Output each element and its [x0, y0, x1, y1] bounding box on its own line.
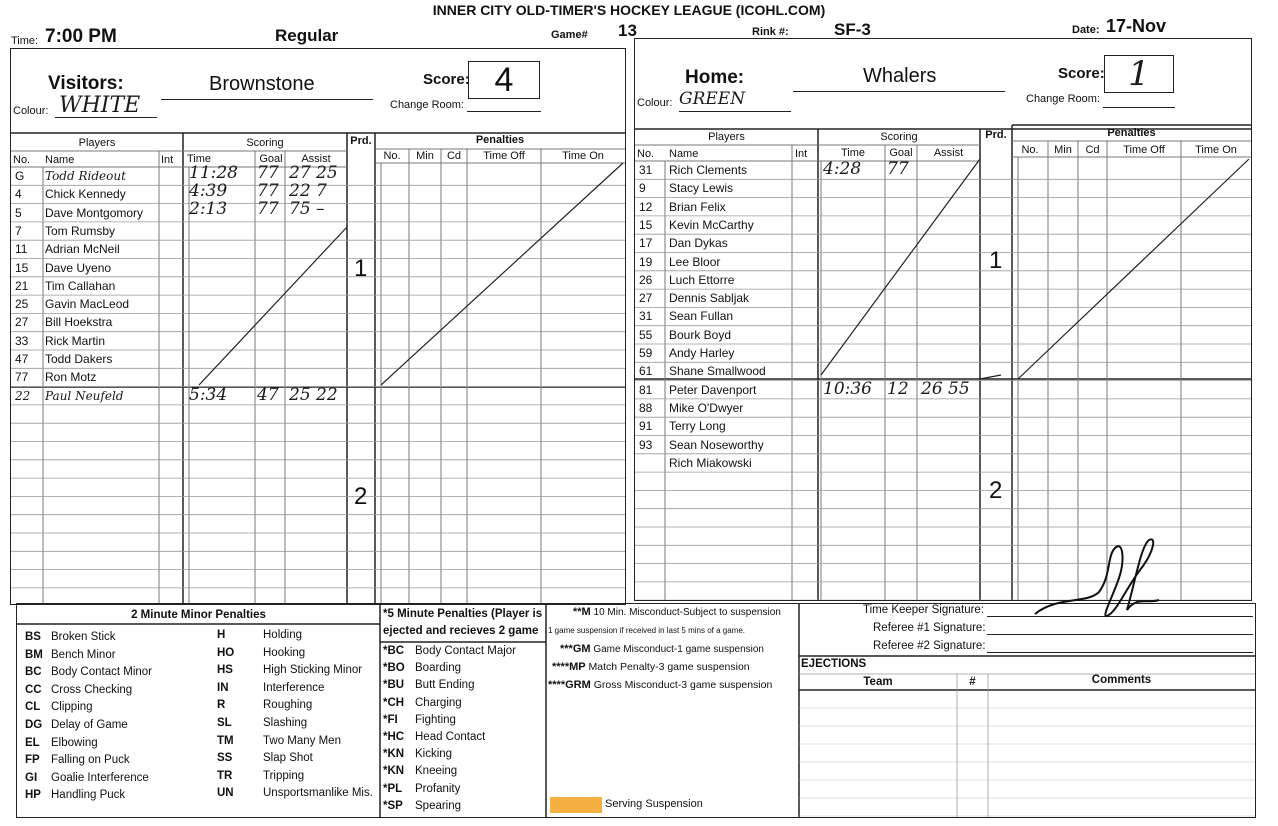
rink-value: SF-3 — [834, 20, 871, 39]
penalty-label: Two Many Men — [263, 734, 341, 747]
penalty-code-row — [383, 660, 461, 677]
penalty-label: Butt Ending — [415, 679, 475, 692]
penalty-label: Bench Minor — [51, 648, 116, 661]
col-int: Int — [795, 148, 808, 160]
visitors-sheet — [10, 48, 626, 605]
penalty-code: *CH — [383, 696, 405, 709]
player-name: Gavin MacLeod — [45, 297, 130, 312]
penalty-code-row — [25, 664, 152, 681]
serving-label: Serving Suspension — [605, 798, 703, 810]
player-name: Lee Bloor — [669, 254, 721, 269]
player-name: Todd Rideout — [45, 169, 126, 183]
player-name: Rich Clements — [669, 163, 748, 177]
penalty-label: Falling on Puck — [51, 754, 130, 767]
penalty-code-row — [383, 763, 457, 780]
penalty-label: Spearing — [415, 799, 462, 812]
home-team: Whalers — [863, 65, 937, 87]
penalty-code-row — [217, 733, 341, 750]
penalty-code: UN — [217, 787, 234, 800]
time-label: Time: — [11, 35, 39, 47]
player-number: 31 — [639, 163, 653, 177]
player-number: 59 — [639, 346, 653, 360]
visitors-label: Visitors: — [48, 73, 124, 94]
penalty-code-row — [383, 695, 462, 712]
penalty-code-row — [383, 798, 461, 815]
penalty-label: Boarding — [415, 662, 462, 675]
gm-code: ***GM — [560, 643, 591, 655]
time-value: 7:00 PM — [45, 26, 117, 47]
serving-swatch — [550, 797, 602, 813]
penalty-label: Hooking — [263, 646, 306, 659]
player-name: Rick Martin — [45, 333, 106, 348]
date-value: 17-Nov — [1106, 16, 1167, 36]
penalty-code-row — [217, 680, 324, 697]
penalty-code: *BU — [383, 679, 405, 692]
scoring-goal[interactable]: 77 — [257, 181, 279, 201]
colour-label: Colour: — [637, 97, 673, 109]
penalty-code-row — [25, 717, 128, 734]
player-number: 81 — [639, 382, 653, 397]
player-name: Dave Montgomory — [45, 205, 144, 220]
col-name: Name — [45, 154, 75, 166]
ref1-line[interactable] — [987, 634, 1253, 635]
home-score-label: Score: — [1058, 65, 1105, 82]
player-number: 88 — [639, 400, 653, 415]
player-number: 17 — [639, 236, 653, 251]
penalty-code: IN — [217, 681, 229, 694]
referee-signature — [1027, 526, 1177, 626]
player-name: Todd Dakers — [45, 352, 113, 366]
player-number: 4 — [15, 187, 22, 202]
major-title-1: *5 Minute Penalties (Player is — [383, 608, 543, 620]
penalty-code-row — [25, 647, 116, 664]
prd-header: Prd. — [985, 129, 1007, 141]
penalty-label: Delay of Game — [51, 719, 128, 731]
col-min: Min — [1054, 144, 1072, 156]
player-name: Shane Smallwood — [669, 364, 766, 379]
player-number: 25 — [15, 297, 29, 312]
penalty-label: Charging — [415, 696, 462, 709]
col-time-off: Time Off — [483, 150, 525, 162]
scoring-assist[interactable]: 75 – — [289, 199, 325, 219]
misconduct-grm — [548, 679, 772, 691]
scoring-time[interactable]: 5:34 — [189, 385, 228, 405]
penalty-label: High Sticking Minor — [263, 664, 363, 677]
penalty-code: *HC — [383, 731, 405, 743]
penalty-code-row — [383, 712, 456, 729]
col-assist: Assist — [301, 153, 331, 165]
player-number: 15 — [15, 260, 29, 275]
penalty-code: TR — [217, 769, 233, 782]
player-number: 21 — [15, 278, 29, 293]
col-int: Int — [161, 154, 174, 166]
player-name: Dennis Sabljak — [669, 291, 750, 306]
col-time-off: Time Off — [1123, 144, 1165, 156]
penalty-label: Handling Puck — [51, 789, 126, 802]
mp-text: Match Penalty-3 game suspension — [588, 661, 750, 673]
player-name: Terry Long — [669, 419, 726, 434]
players-header: Players — [78, 137, 116, 149]
penalty-code: HS — [217, 664, 233, 677]
player-number: 26 — [639, 272, 653, 287]
game-value: 13 — [618, 21, 637, 40]
minor-title: 2 Minute Minor Penalties — [131, 609, 266, 621]
player-name: Dave Uyeno — [45, 260, 112, 275]
player-number: 61 — [639, 364, 653, 379]
mp-code: ****MP — [552, 661, 586, 673]
change-room-label: Change Room: — [1026, 93, 1100, 105]
scoring-time[interactable]: 2:13 — [189, 199, 228, 219]
visitors-score[interactable]: 4 — [468, 61, 540, 99]
col-no: No. — [13, 154, 31, 166]
penalty-code: EL — [25, 736, 40, 749]
player-name: Ron Motz — [45, 370, 97, 385]
penalty-code: SS — [217, 752, 233, 765]
colour-label: Colour: — [13, 105, 49, 117]
ref1-label: Referee #1 Signature: — [873, 622, 986, 634]
player-name: Andy Harley — [669, 346, 735, 360]
penalty-code-row — [217, 697, 312, 714]
penalty-code-row — [383, 643, 516, 660]
player-number: 55 — [639, 327, 653, 342]
penalty-code: *BO — [383, 662, 405, 675]
scoring-time[interactable]: 4:28 — [823, 159, 862, 179]
player-name: Stacy Lewis — [669, 181, 734, 196]
legend-grid — [17, 604, 1255, 817]
penalty-label: Slap Shot — [263, 752, 313, 765]
home-sheet — [634, 38, 1252, 601]
penalty-label: Profanity — [415, 782, 461, 795]
penalty-label: Holding — [263, 629, 302, 641]
player-number: 47 — [15, 352, 29, 366]
scoring-goal[interactable]: 12 — [887, 379, 909, 399]
player-number: 7 — [15, 223, 22, 238]
penalty-code: BS — [25, 631, 41, 643]
misconduct-mp — [552, 661, 750, 673]
home-score[interactable]: 1 — [1104, 55, 1174, 93]
penalty-code: CC — [25, 683, 42, 696]
ejections-title: EJECTIONS — [801, 658, 867, 670]
home-label: Home: — [685, 67, 745, 88]
penalty-code-row — [383, 729, 485, 746]
scoring-goal[interactable]: 47 — [257, 385, 279, 405]
penalties-header: Penalties — [1107, 127, 1156, 139]
period-2: 2 — [989, 477, 1003, 504]
col-cd: Cd — [446, 150, 462, 162]
major-title-2: ejected and recieves 2 game — [383, 625, 539, 637]
player-name: Tom Rumsby — [45, 223, 116, 238]
col-time: Time — [187, 153, 212, 165]
game-label: Game# — [551, 29, 588, 41]
player-name: Adrian McNeil — [45, 242, 120, 257]
period-1: 1 — [989, 247, 1003, 274]
penalty-label: Cross Checking — [51, 683, 133, 696]
penalty-label: Interference — [263, 681, 325, 694]
timekeeper-label: Time Keeper Signature: — [863, 604, 985, 616]
player-number: 31 — [639, 309, 653, 324]
player-name: Bill Hoekstra — [45, 315, 113, 330]
penalty-code: HP — [25, 789, 41, 802]
ref2-line[interactable] — [987, 652, 1253, 653]
penalty-code-row — [217, 627, 302, 644]
visitors-colour[interactable]: WHITE — [59, 93, 141, 118]
col-assist: Assist — [933, 147, 964, 159]
player-number: 9 — [639, 181, 646, 196]
penalty-code-row — [383, 677, 474, 694]
player-number: 27 — [15, 315, 29, 330]
col-min: Min — [416, 150, 434, 162]
player-name: Paul Neufeld — [45, 388, 124, 403]
misconduct-m — [573, 606, 781, 618]
penalty-code-row — [25, 699, 93, 716]
penalty-code: *BC — [383, 645, 405, 657]
penalty-code: HO — [217, 646, 235, 659]
col-pen-no: No. — [383, 150, 401, 162]
col-goal: Goal — [889, 147, 913, 159]
penalty-code: R — [217, 699, 226, 712]
penalty-code: *PL — [383, 782, 403, 795]
m-text: 10 Min. Misconduct-Subject to suspension — [593, 607, 781, 618]
penalty-label: Kneeing — [415, 765, 458, 778]
m-code: **M — [573, 606, 591, 618]
scoring-time[interactable]: 4:39 — [189, 181, 228, 201]
visitors-team: Brownstone — [209, 73, 315, 95]
home-colour[interactable]: GREEN — [679, 89, 746, 109]
period-1: 1 — [354, 255, 368, 282]
scoring-goal[interactable]: 77 — [257, 163, 279, 183]
penalty-code-row — [217, 715, 307, 732]
penalty-code-row — [25, 682, 132, 699]
player-number: 22 — [15, 388, 31, 403]
penalty-code-row — [217, 785, 373, 802]
player-name: Mike O'Dwyer — [669, 400, 744, 415]
player-number: 91 — [639, 419, 653, 434]
player-number: 11 — [15, 242, 28, 257]
col-name: Name — [669, 148, 699, 160]
penalty-code: *KN — [383, 748, 405, 761]
player-number: 33 — [15, 333, 29, 348]
player-number: 12 — [639, 199, 653, 214]
penalty-code-row — [25, 735, 98, 752]
ejections-col-comments: Comments — [1091, 674, 1152, 686]
penalty-code-row — [25, 629, 116, 646]
penalty-code-row — [383, 746, 452, 763]
penalty-label: Unsportsmanlike Mis. — [263, 787, 373, 800]
scoring-header: Scoring — [246, 137, 284, 149]
penalty-code: *FI — [383, 713, 398, 726]
penalty-label: Slashing — [263, 717, 308, 729]
ref2-label: Referee #2 Signature: — [873, 640, 986, 652]
change-room-label: Change Room: — [390, 99, 464, 111]
penalty-label: Goalie Interference — [51, 771, 149, 784]
scoring-goal[interactable]: 77 — [257, 199, 279, 219]
col-time: Time — [840, 147, 866, 159]
visitors-score-label: Score: — [423, 71, 470, 88]
player-number: 19 — [639, 254, 653, 269]
penalty-code: DG — [25, 719, 43, 731]
penalty-label: Tripping — [263, 769, 305, 782]
penalty-code-row — [217, 662, 362, 679]
col-pen-no: No. — [1021, 144, 1039, 156]
penalty-code: FP — [25, 754, 40, 767]
player-number: 77 — [15, 370, 29, 385]
player-number: 5 — [15, 205, 22, 220]
scoring-time[interactable]: 11:28 — [189, 163, 238, 183]
player-name: Tim Callahan — [45, 278, 116, 293]
penalty-label: Elbowing — [51, 736, 98, 749]
player-name: Chick Kennedy — [45, 187, 126, 202]
grm-code: ****GRM — [548, 679, 591, 691]
penalty-code: SL — [217, 717, 232, 729]
date-label: Date: — [1072, 24, 1100, 36]
grm-text: Gross Misconduct-3 game suspension — [593, 679, 773, 691]
scoring-assist[interactable]: 22 7 — [289, 181, 327, 201]
penalty-code: *KN — [383, 765, 405, 778]
penalty-label: Body Contact Minor — [51, 666, 152, 679]
penalty-code-row — [217, 768, 304, 785]
penalty-label: Roughing — [263, 699, 313, 712]
penalty-code-row — [25, 752, 130, 769]
league-title: INNER CITY OLD-TIMER'S HOCKEY LEAGUE (ICOHL.COM) — [432, 2, 826, 18]
players-header: Players — [708, 131, 745, 143]
rink-label: Rink #: — [752, 26, 789, 38]
scoring-time[interactable]: 10:36 — [823, 379, 872, 399]
player-name: Bourk Boyd — [669, 327, 732, 342]
player-name: Kevin McCarthy — [669, 217, 754, 232]
player-name: Rich Miakowski — [669, 455, 752, 470]
penalty-code: *SP — [383, 799, 403, 812]
ejections-col-no: # — [969, 676, 976, 688]
penalty-code: CL — [25, 701, 41, 714]
player-number: 93 — [639, 437, 653, 452]
penalties-header: Penalties — [475, 134, 525, 146]
player-name: Peter Davenport — [669, 382, 757, 397]
penalty-code: H — [217, 629, 226, 641]
penalty-code: BC — [25, 666, 42, 679]
col-no: No. — [637, 148, 655, 160]
player-name: Sean Noseworthy — [669, 437, 764, 452]
penalty-code: BM — [25, 648, 43, 661]
penalty-code: GI — [25, 771, 38, 784]
player-name: Luch Ettorre — [669, 272, 735, 287]
col-goal: Goal — [259, 153, 283, 165]
penalty-label: Fighting — [415, 713, 456, 726]
scoring-header: Scoring — [880, 131, 918, 143]
ejections-col-team: Team — [863, 676, 893, 688]
player-name: Sean Fullan — [669, 309, 734, 324]
penalty-code-row — [25, 787, 125, 804]
penalty-code: TM — [217, 734, 234, 747]
prd-header: Prd. — [350, 135, 372, 147]
penalty-code-row — [217, 645, 305, 662]
scoring-assist[interactable]: 26 55 — [921, 379, 970, 399]
misconduct-m-note: 1 game suspension if received in last 5 mins of a game. — [548, 626, 745, 635]
penalty-code-row — [383, 781, 460, 798]
game-type: Regular — [275, 26, 339, 45]
player-number: 27 — [639, 291, 653, 306]
penalty-label: Body Contact Major — [415, 645, 516, 657]
period-2: 2 — [354, 483, 368, 510]
col-time-on: Time On — [562, 150, 604, 162]
misconduct-gm — [560, 643, 764, 655]
col-cd: Cd — [1085, 144, 1100, 156]
legend-panel — [16, 603, 1256, 818]
scoring-goal[interactable]: 77 — [887, 159, 909, 179]
penalty-label: Kicking — [415, 748, 453, 761]
penalty-code-row — [217, 750, 313, 767]
player-number: G — [15, 169, 25, 183]
gm-text: Game Misconduct-1 game suspension — [593, 644, 764, 655]
player-name: Dan Dykas — [669, 236, 728, 251]
player-number: 15 — [639, 217, 653, 232]
penalty-code-row — [25, 770, 149, 787]
penalty-label: Broken Stick — [51, 631, 116, 643]
penalty-label: Clipping — [51, 701, 93, 714]
scoring-assist[interactable]: 27 25 — [289, 163, 338, 183]
scoring-assist[interactable]: 25 22 — [289, 385, 338, 405]
player-name: Brian Felix — [669, 199, 726, 214]
col-time-on: Time On — [1195, 144, 1237, 156]
penalty-label: Head Contact — [415, 731, 486, 743]
